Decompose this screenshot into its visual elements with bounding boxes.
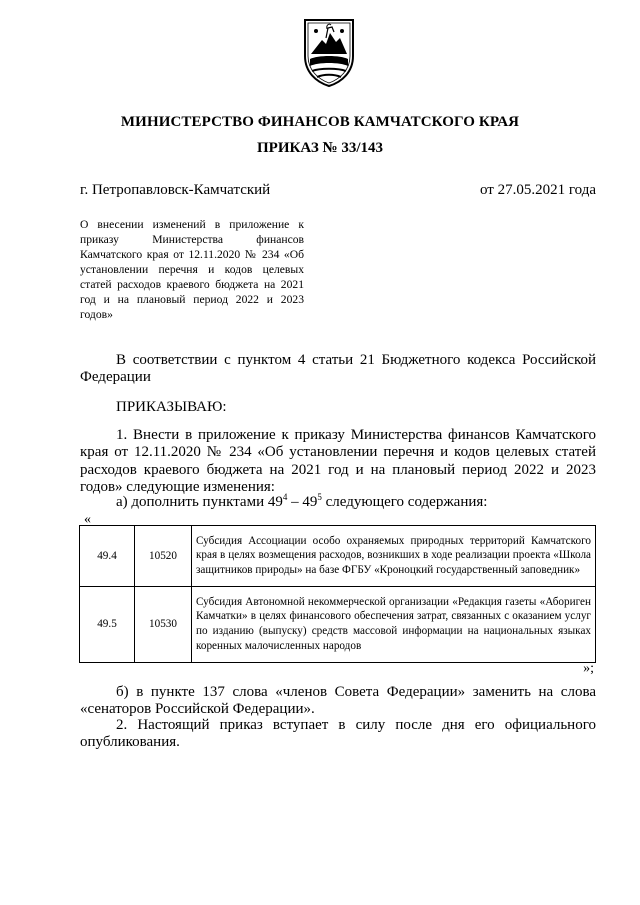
item-1a-paragraph	[80, 494, 596, 511]
table-row	[80, 587, 596, 663]
table-cell-code: 10530	[135, 587, 192, 663]
order-date: от 27.05.2021 года	[480, 182, 596, 198]
table-cell-description: Субсидия Ассоциации особо охраняемых природных территорий Камчатского края в целях возмещения расходов, возникших в ходе реализации проекта «Школа защитников природы» на базе ФГБУ «Кроноцкий государственный заповедник»	[192, 526, 596, 587]
intro-paragraph: В соответствии с пунктом 4 статьи 21 Бюджетного кодекса Российской Федерации	[80, 352, 596, 386]
quote-open: «	[84, 512, 91, 527]
table-cell-description: Субсидия Автономной некоммерческой организации «Редакция газеты «Абориген Камчатки» в целях финансового обеспечения затрат, связанных с оказанием услуг по изданию (выпуску) средств массовой информации на национальных языках коренных малочисленных народов	[192, 587, 596, 663]
order-subject: О внесении изменений в приложение к приказу Министерства финансов Камчатского края от 12.11.2020 № 234 «Об установлении перечня и кодов целевых статей расходов краевого бюджета на 2021 год и на плановый период 2022 и 2023 годов»	[80, 218, 304, 321]
item-1a-sup-2: 5	[317, 492, 322, 502]
table-row	[80, 526, 596, 587]
ministry-title: МИНИСТЕРСТВО ФИНАНСОВ КАМЧАТСКОГО КРАЯ	[120, 114, 520, 130]
kamchatka-coat-of-arms-icon	[300, 16, 358, 88]
order-city: г. Петропавловск-Камчатский	[80, 182, 271, 198]
item-1a-text-mid: – 49	[287, 494, 318, 510]
item-1a-text-pre: а) дополнить пунктами 49	[116, 494, 283, 510]
quote-close: »;	[583, 661, 594, 676]
item-1b-paragraph: б) в пункте 137 слова «членов Совета Федерации» заменить на слова «сенаторов Российской Федерации».	[80, 684, 596, 718]
item-2-paragraph: 2. Настоящий приказ вступает в силу после дня его официального опубликования.	[80, 717, 596, 751]
table-cell-code: 10520	[135, 526, 192, 587]
table-cell-number: 49.5	[80, 587, 135, 663]
item-1-paragraph: 1. Внести в приложение к приказу Министерства финансов Камчатского края от 12.11.2020 № 234 «Об установлении перечня и кодов целевых статей расходов краевого бюджета на 2021 год и на плановый период 2022 и 2023 годов» следующие изменения:	[80, 427, 596, 496]
order-title: ПРИКАЗ № 33/143	[257, 140, 383, 156]
item-1a-text-post: следующего содержания:	[321, 494, 488, 510]
table-cell-number: 49.4	[80, 526, 135, 587]
item-1a-sup-1: 4	[282, 492, 288, 502]
amendment-table	[79, 525, 596, 663]
order-word: ПРИКАЗЫВАЮ:	[116, 399, 227, 415]
